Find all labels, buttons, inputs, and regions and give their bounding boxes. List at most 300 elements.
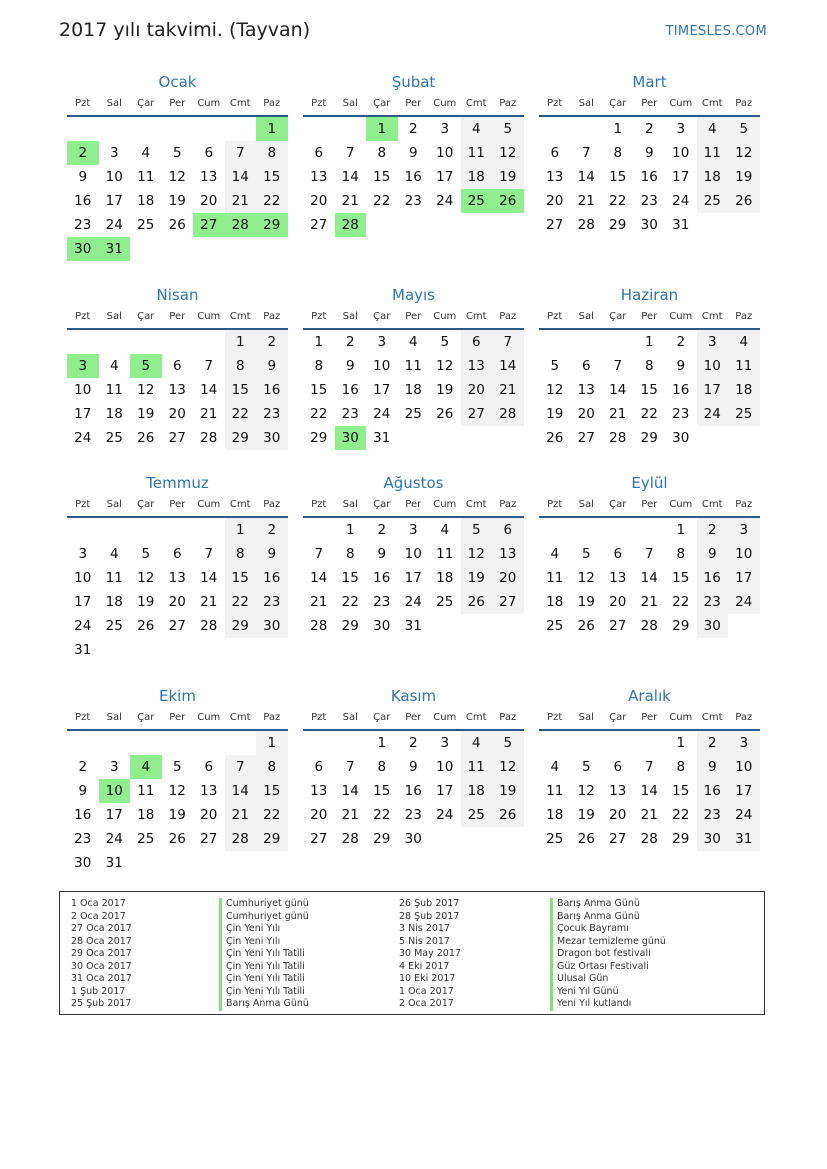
weekday-label: Per — [641, 711, 658, 723]
day-cell: 5 — [141, 546, 151, 562]
day-cell: 16 — [256, 378, 288, 402]
weekday-label: Pzt — [547, 498, 563, 510]
empty-cell — [539, 518, 571, 542]
day-cell: 21 — [341, 807, 359, 823]
day-cell: 20 — [546, 193, 564, 209]
holiday-date: 10 Eki 2017 — [399, 973, 456, 984]
month-2 — [303, 71, 524, 237]
weekday-label: Sal — [106, 97, 122, 109]
day-cell: 12 — [137, 570, 155, 586]
day-cell: 7 — [581, 145, 591, 161]
day-cell: 15 — [373, 783, 391, 799]
holiday-name: Cumhuriyet günü — [219, 911, 309, 924]
weekday-label: Paz — [499, 97, 517, 109]
day-cell: 10 — [436, 759, 454, 775]
day-cell: 7 — [204, 546, 214, 562]
empty-cell — [193, 330, 225, 354]
holiday-date: 1 Oca 2017 — [71, 898, 126, 909]
day-cell: 17 — [105, 193, 123, 209]
day-cell: 9 — [676, 358, 686, 374]
day-cell: 19 — [461, 566, 493, 590]
day-cell: 1 — [613, 121, 623, 137]
weekday-label: Cum — [433, 711, 457, 723]
holiday-cell: 29 — [256, 213, 288, 237]
day-cell: 8 — [256, 755, 288, 779]
empty-cell — [571, 330, 603, 354]
empty-cell — [303, 518, 335, 542]
day-cell: 1 — [644, 334, 654, 350]
day-cell: 17 — [74, 406, 92, 422]
day-cell: 6 — [550, 145, 560, 161]
weekday-label: Paz — [735, 97, 753, 109]
weekday-label: Çar — [137, 97, 155, 109]
day-cell: 25 — [105, 618, 123, 634]
weekday-label: Per — [169, 711, 186, 723]
empty-cell — [539, 330, 571, 354]
day-cell: 8 — [613, 145, 623, 161]
holiday-date: 3 Nis 2017 — [399, 923, 450, 934]
holiday-dates-left — [71, 898, 132, 1011]
day-cell: 3 — [408, 522, 418, 538]
weekday-label: Per — [405, 310, 422, 322]
day-grid — [67, 330, 288, 450]
day-cell: 10 — [436, 145, 454, 161]
day-cell: 21 — [310, 594, 328, 610]
day-cell: 12 — [168, 169, 186, 185]
day-cell: 25 — [436, 594, 454, 610]
weekday-label: Pzt — [547, 97, 563, 109]
day-cell: 22 — [672, 594, 690, 610]
empty-cell — [571, 518, 603, 542]
day-cell: 10 — [728, 542, 760, 566]
weekday-label: Pzt — [75, 498, 91, 510]
day-cell: 18 — [546, 807, 564, 823]
holiday-date: 26 Şub 2017 — [399, 898, 460, 909]
month-6 — [539, 284, 760, 450]
day-cell: 9 — [697, 755, 729, 779]
month-11 — [303, 685, 524, 851]
day-cell: 2 — [408, 735, 418, 751]
day-cell: 19 — [137, 406, 155, 422]
day-cell: 7 — [314, 546, 324, 562]
holiday-date: 27 Oca 2017 — [71, 923, 132, 934]
weekday-header — [539, 93, 760, 113]
day-cell: 13 — [200, 783, 218, 799]
weekday-label: Cum — [433, 498, 457, 510]
day-cell: 5 — [461, 518, 493, 542]
day-cell: 4 — [461, 117, 493, 141]
day-cell: 8 — [377, 759, 387, 775]
day-cell: 6 — [172, 358, 182, 374]
day-cell: 24 — [728, 803, 760, 827]
day-cell: 10 — [373, 358, 391, 374]
day-cell: 29 — [672, 618, 690, 634]
day-cell: 31 — [728, 827, 760, 851]
day-cell: 4 — [440, 522, 450, 538]
day-cell: 21 — [640, 594, 658, 610]
day-cell: 7 — [644, 759, 654, 775]
weekday-label: Per — [405, 97, 422, 109]
day-cell: 14 — [225, 165, 257, 189]
day-cell: 20 — [200, 807, 218, 823]
day-grid — [67, 518, 288, 662]
day-cell: 9 — [408, 145, 418, 161]
day-cell: 4 — [728, 330, 760, 354]
day-cell: 28 — [577, 217, 595, 233]
day-cell: 24 — [105, 217, 123, 233]
month-name: Şubat — [391, 73, 436, 91]
day-cell: 7 — [225, 755, 257, 779]
weekday-label: Çar — [137, 498, 155, 510]
weekday-label: Sal — [342, 97, 358, 109]
day-cell: 23 — [341, 406, 359, 422]
weekday-header — [303, 93, 524, 113]
day-cell: 22 — [256, 803, 288, 827]
day-cell: 13 — [200, 169, 218, 185]
day-cell: 6 — [492, 518, 524, 542]
weekday-label: Per — [405, 711, 422, 723]
empty-cell — [130, 117, 162, 141]
day-cell: 28 — [640, 831, 658, 847]
day-cell: 5 — [550, 358, 560, 374]
day-cell: 21 — [492, 378, 524, 402]
day-cell: 11 — [546, 783, 564, 799]
day-cell: 14 — [609, 382, 627, 398]
day-cell: 12 — [728, 141, 760, 165]
day-cell: 4 — [550, 546, 560, 562]
day-cell: 16 — [697, 779, 729, 803]
day-cell: 16 — [341, 382, 359, 398]
empty-cell — [634, 731, 666, 755]
holiday-cell: 30 — [67, 237, 99, 261]
day-cell: 24 — [697, 402, 729, 426]
day-cell: 30 — [672, 430, 690, 446]
day-cell: 26 — [436, 406, 454, 422]
day-cell: 2 — [697, 731, 729, 755]
weekday-label: Pzt — [75, 97, 91, 109]
holiday-date: 30 May 2017 — [399, 948, 461, 959]
day-cell: 25 — [728, 402, 760, 426]
day-cell: 25 — [404, 406, 422, 422]
day-cell: 8 — [676, 759, 686, 775]
empty-cell — [99, 731, 131, 755]
day-cell: 6 — [461, 330, 493, 354]
holiday-cell: 1 — [366, 117, 398, 141]
empty-cell — [335, 117, 367, 141]
day-cell: 19 — [168, 193, 186, 209]
day-cell: 27 — [546, 217, 564, 233]
brand-link[interactable]: TIMESLES.COM — [665, 24, 767, 39]
holiday-name: Barış Anma Günü — [550, 898, 666, 911]
day-cell: 2 — [256, 518, 288, 542]
empty-cell — [571, 731, 603, 755]
empty-cell — [539, 731, 571, 755]
day-cell: 17 — [436, 169, 454, 185]
day-cell: 6 — [314, 145, 324, 161]
empty-cell — [67, 518, 99, 542]
day-cell: 29 — [310, 430, 328, 446]
day-cell: 20 — [310, 193, 328, 209]
weekday-label: Paz — [499, 711, 517, 723]
day-cell: 28 — [310, 618, 328, 634]
day-cell: 13 — [310, 783, 328, 799]
holiday-name: Çin Yeni Yılı — [219, 936, 309, 949]
day-cell: 30 — [74, 855, 92, 871]
day-cell: 3 — [728, 518, 760, 542]
holiday-legend — [59, 891, 765, 1015]
weekday-label: Per — [405, 498, 422, 510]
month-name: Nisan — [156, 286, 199, 304]
holiday-date: 4 Eki 2017 — [399, 960, 450, 972]
weekday-label: Paz — [263, 310, 281, 322]
day-cell: 31 — [105, 855, 123, 871]
weekday-label: Cmt — [465, 711, 487, 723]
day-cell: 6 — [204, 759, 214, 775]
day-cell: 19 — [577, 807, 595, 823]
holiday-name: Dragon bot festivali — [550, 948, 666, 961]
day-cell: 19 — [168, 807, 186, 823]
day-cell: 11 — [697, 141, 729, 165]
day-cell: 30 — [697, 827, 729, 851]
day-cell: 8 — [225, 542, 257, 566]
day-cell: 21 — [225, 803, 257, 827]
holiday-cell: 25 — [461, 189, 493, 213]
day-cell: 12 — [168, 783, 186, 799]
day-cell: 3 — [109, 759, 119, 775]
day-cell: 5 — [728, 117, 760, 141]
empty-cell — [335, 731, 367, 755]
weekday-label: Pzt — [547, 310, 563, 322]
weekday-label: Paz — [263, 97, 281, 109]
empty-cell — [303, 731, 335, 755]
day-cell: 26 — [546, 430, 564, 446]
day-cell: 23 — [373, 594, 391, 610]
day-cell: 22 — [609, 193, 627, 209]
day-cell: 26 — [461, 590, 493, 614]
day-cell: 1 — [225, 518, 257, 542]
holiday-cell: 3 — [67, 354, 99, 378]
empty-cell — [193, 731, 225, 755]
weekday-header — [67, 707, 288, 727]
weekday-label: Cum — [669, 310, 693, 322]
weekday-label: Cmt — [229, 711, 251, 723]
weekday-label: Çar — [373, 498, 391, 510]
day-cell: 2 — [676, 334, 686, 350]
day-cell: 1 — [256, 731, 288, 755]
day-cell: 2 — [256, 330, 288, 354]
weekday-label: Per — [641, 310, 658, 322]
weekday-label: Çar — [373, 310, 391, 322]
month-name: Temmuz — [146, 474, 209, 492]
day-cell: 4 — [697, 117, 729, 141]
day-cell: 8 — [644, 358, 654, 374]
weekday-label: Per — [169, 97, 186, 109]
day-cell: 29 — [225, 426, 257, 450]
day-cell: 26 — [577, 831, 595, 847]
day-cell: 23 — [404, 193, 422, 209]
day-cell: 22 — [225, 402, 257, 426]
weekday-label: Sal — [106, 498, 122, 510]
day-cell: 18 — [105, 406, 123, 422]
day-cell: 19 — [728, 165, 760, 189]
weekday-label: Çar — [609, 711, 627, 723]
holiday-cell: 1 — [256, 117, 288, 141]
day-cell: 23 — [697, 590, 729, 614]
day-cell: 6 — [613, 546, 623, 562]
holiday-name: Ulusal Gün — [550, 973, 666, 986]
day-cell: 18 — [404, 382, 422, 398]
day-cell: 17 — [436, 783, 454, 799]
month-4 — [67, 284, 288, 450]
day-cell: 28 — [225, 827, 257, 851]
day-cell: 15 — [609, 169, 627, 185]
day-cell: 5 — [492, 731, 524, 755]
day-cell: 12 — [137, 382, 155, 398]
day-cell: 21 — [341, 193, 359, 209]
day-cell: 4 — [408, 334, 418, 350]
day-cell: 22 — [225, 590, 257, 614]
weekday-label: Çar — [137, 711, 155, 723]
empty-cell — [602, 330, 634, 354]
day-cell: 22 — [341, 594, 359, 610]
holiday-name: Çin Yeni Yılı Tatili — [219, 986, 309, 999]
day-cell: 15 — [672, 783, 690, 799]
day-cell: 16 — [74, 193, 92, 209]
day-cell: 22 — [373, 807, 391, 823]
day-cell: 28 — [640, 618, 658, 634]
holiday-date: 30 Oca 2017 — [71, 960, 132, 972]
month-name: Ocak — [158, 73, 197, 91]
day-cell: 1 — [676, 735, 686, 751]
empty-cell — [67, 117, 99, 141]
day-cell: 13 — [577, 382, 595, 398]
empty-cell — [99, 330, 131, 354]
day-cell: 16 — [640, 169, 658, 185]
day-grid — [539, 731, 760, 851]
weekday-label: Pzt — [311, 498, 327, 510]
day-cell: 10 — [404, 546, 422, 562]
day-cell: 13 — [310, 169, 328, 185]
month-12 — [539, 685, 760, 851]
day-cell: 22 — [672, 807, 690, 823]
holiday-date: 2 Oca 2017 — [71, 910, 126, 922]
holiday-date: 28 Şub 2017 — [399, 910, 460, 922]
holiday-date: 31 Oca 2017 — [71, 973, 132, 984]
holiday-name: Yeni Yıl Günü — [550, 986, 666, 999]
day-cell: 7 — [225, 141, 257, 165]
weekday-label: Sal — [342, 498, 358, 510]
day-cell: 20 — [609, 807, 627, 823]
weekday-header — [539, 306, 760, 326]
day-cell: 14 — [492, 354, 524, 378]
day-cell: 16 — [256, 566, 288, 590]
day-cell: 5 — [581, 546, 591, 562]
weekday-label: Cmt — [465, 97, 487, 109]
day-cell: 24 — [436, 193, 454, 209]
day-cell: 21 — [225, 189, 257, 213]
month-name: Haziran — [620, 286, 679, 304]
month-name: Eylül — [631, 474, 668, 492]
day-cell: 11 — [461, 755, 493, 779]
day-cell: 5 — [440, 334, 450, 350]
day-cell: 29 — [640, 430, 658, 446]
day-cell: 22 — [310, 406, 328, 422]
day-cell: 16 — [404, 169, 422, 185]
weekday-label: Cum — [433, 97, 457, 109]
day-cell: 19 — [577, 594, 595, 610]
empty-cell — [162, 117, 194, 141]
day-cell: 5 — [492, 117, 524, 141]
day-cell: 7 — [345, 145, 355, 161]
day-cell: 14 — [640, 783, 658, 799]
day-cell: 26 — [137, 618, 155, 634]
day-cell: 31 — [404, 618, 422, 634]
day-cell: 18 — [105, 594, 123, 610]
empty-cell — [225, 731, 257, 755]
weekday-label: Cmt — [229, 498, 251, 510]
day-cell: 15 — [256, 165, 288, 189]
day-cell: 20 — [200, 193, 218, 209]
holiday-name: Yeni Yıl kutlandı — [550, 998, 666, 1011]
holiday-cell: 30 — [335, 426, 367, 450]
day-cell: 8 — [225, 354, 257, 378]
weekday-header — [67, 93, 288, 113]
day-cell: 26 — [492, 803, 524, 827]
day-cell: 11 — [404, 358, 422, 374]
day-cell: 24 — [105, 831, 123, 847]
day-cell: 10 — [672, 145, 690, 161]
weekday-label: Cum — [669, 498, 693, 510]
holiday-cell: 10 — [99, 779, 131, 803]
weekday-label: Cum — [669, 711, 693, 723]
weekday-label: Paz — [263, 711, 281, 723]
day-cell: 1 — [345, 522, 355, 538]
day-cell: 11 — [461, 141, 493, 165]
day-cell: 9 — [78, 169, 88, 185]
day-cell: 22 — [373, 193, 391, 209]
empty-cell — [130, 330, 162, 354]
day-cell: 7 — [644, 546, 654, 562]
day-cell: 18 — [461, 779, 493, 803]
day-cell: 15 — [373, 169, 391, 185]
day-grid — [67, 117, 288, 261]
day-cell: 17 — [672, 169, 690, 185]
day-cell: 27 — [609, 831, 627, 847]
day-cell: 15 — [225, 378, 257, 402]
day-cell: 8 — [256, 141, 288, 165]
day-cell: 9 — [408, 759, 418, 775]
day-cell: 9 — [345, 358, 355, 374]
day-cell: 14 — [200, 382, 218, 398]
month-name: Ekim — [159, 687, 196, 705]
day-cell: 18 — [697, 165, 729, 189]
day-cell: 24 — [728, 590, 760, 614]
holiday-date: 5 Nis 2017 — [399, 935, 450, 947]
day-cell: 15 — [225, 566, 257, 590]
day-cell: 17 — [74, 594, 92, 610]
day-cell: 19 — [546, 406, 564, 422]
day-grid — [303, 330, 524, 450]
day-cell: 10 — [728, 755, 760, 779]
weekday-label: Per — [169, 498, 186, 510]
day-cell: 24 — [74, 618, 92, 634]
holiday-cell: 28 — [335, 213, 367, 237]
day-cell: 4 — [550, 759, 560, 775]
weekday-label: Çar — [609, 97, 627, 109]
day-cell: 14 — [640, 570, 658, 586]
day-cell: 9 — [256, 354, 288, 378]
empty-cell — [99, 117, 131, 141]
